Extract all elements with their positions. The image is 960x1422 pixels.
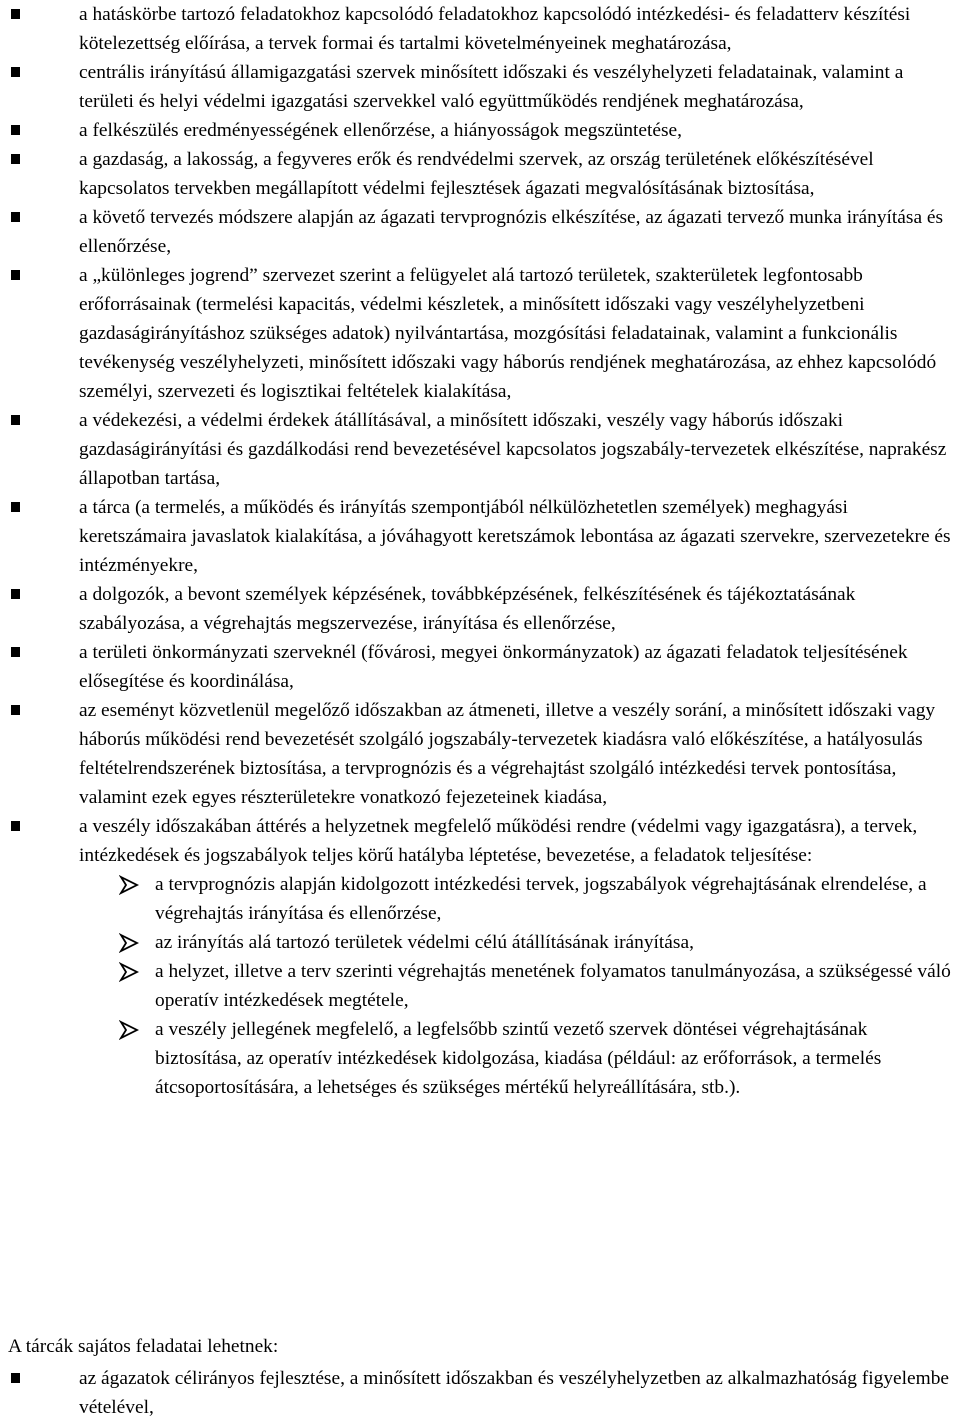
square-bullet-icon <box>11 821 20 831</box>
sub-list-item <box>79 957 958 1015</box>
square-bullet-icon <box>11 270 20 280</box>
list-item <box>0 493 960 580</box>
list-item-text: az ágazatok célirányos fejlesztése, a minősített időszakban és veszélyhelyzetben az alkalmazhatóság figyelembe vételével, <box>79 1368 950 1418</box>
list-item-text: a tárca (a termelés, a működés és irányítás szempontjából nélkülözhetetlen személyek) meghagyási keretszámaira javaslatok kialakítása, a jóváhagyott keretszámok lebontása az ágazati szervekre, szervezetekre és intézményekre, <box>79 497 951 576</box>
list-item <box>0 0 960 58</box>
square-bullet-icon <box>11 9 20 19</box>
list-item <box>0 1364 960 1422</box>
sub-list-item-text: az irányítás alá tartozó területek védelmi célú átállításának irányítása, <box>155 932 694 953</box>
square-bullet-icon <box>11 125 20 135</box>
list-item-text: az eseményt közvetlenül megelőző időszakban az átmeneti, illetve a veszély sorání, a minősített időszaki vagy háborús működési rend bevezetését szolgáló jogszabály-tervezetek kiadásra való előkészítése, a hatályosulás feltételrendszerének biztosítása, a tervprognózis és a végrehajtást szolgáló intézkedési tervek pontosítása, valamint ezek egyes részterületekre vonatkozó fejezeteinek kiadása, <box>79 700 936 808</box>
list-item-text: a veszély időszakában áttérés a helyzetnek megfelelő működési rendre (védelmi vagy igazgatásra), a tervek, intézkedések és jogszabályok teljes körű hatályba léptetése, bevezetése, a feladatok teljesítése: <box>79 816 918 866</box>
arrowhead-bullet-icon <box>119 1020 139 1040</box>
square-bullet-icon <box>11 705 20 715</box>
list-item-text: a „különleges jogrend” szervezet szerint a felügyelet alá tartozó területek, szakterületek legfontosabb erőforrásainak (termelési kapacitás, védelmi készletek, a minősített időszaki vagy veszélyhelyzetbeni gazdaságirányításhoz szükséges adatok) nyilvántartása, mozgósítási feladatainak, valamint a funkcionális tevékenység veszélyhelyzeti, minősített időszaki vagy háborús rendjének meghatározása, az ehhez kapcsolódó személyi, szervezeti és logisztikai feltételek kialakítása, <box>79 265 937 402</box>
list-item <box>0 812 960 1102</box>
square-bullet-icon <box>11 415 20 425</box>
list-item-text: a követő tervezés módszere alapján az ágazati tervprognózis elkészítése, az ágazati tervező munka irányítása és ellenőrzése, <box>79 207 944 257</box>
square-bullet-icon <box>11 154 20 164</box>
list-item-text: a területi önkormányzati szerveknél (fővárosi, megyei önkormányzatok) az ágazati feladatok teljesítésének elősegítése és koordinálása, <box>79 642 908 692</box>
arrowhead-bullet-icon <box>119 962 139 982</box>
section-heading: A tárcák sajátos feladatai lehetnek: <box>8 1336 279 1357</box>
list-item-text: a felkészülés eredményességének ellenőrzése, a hiányosságok megszüntetése, <box>79 120 683 141</box>
sector-task-list <box>0 1364 960 1422</box>
square-bullet-icon <box>11 67 20 77</box>
square-bullet-icon <box>11 1373 20 1383</box>
sub-list-item-text: a tervprognózis alapján kidolgozott intézkedési tervek, jogszabályok végrehajtásának elrendelése, a végrehajtás irányítása és ellenőrzése, <box>155 874 927 924</box>
list-item-text: a dolgozók, a bevont személyek képzésének, továbbképzésének, felkészítésének és tájékoztatásának szabályozása, a végrehajtás megszervezése, irányítása és ellenőrzése, <box>79 584 856 634</box>
list-item-text: a hatáskörbe tartozó feladatokhoz kapcsolódó feladatokhoz kapcsolódó intézkedési- és feladatterv készítési kötelezettség előírása, a tervek formai és tartalmi követelményeinek meghatározása, <box>79 4 911 54</box>
arrowhead-bullet-icon <box>119 933 139 953</box>
list-item <box>0 145 960 203</box>
list-item <box>0 116 960 145</box>
sub-list-item-text: a helyzet, illetve a terv szerinti végrehajtás menetének folyamatos tanulmányozása, a szükségessé váló operatív intézkedések megtétele, <box>155 961 951 1011</box>
list-item <box>0 58 960 116</box>
list-item <box>0 406 960 493</box>
list-item <box>0 696 960 812</box>
square-bullet-icon <box>11 212 20 222</box>
square-bullet-icon <box>11 502 20 512</box>
list-item <box>0 261 960 406</box>
arrowhead-bullet-icon <box>119 875 139 895</box>
sub-list-item <box>79 870 958 928</box>
list-item <box>0 580 960 638</box>
square-bullet-icon <box>11 589 20 599</box>
list-item-text: a gazdaság, a lakosság, a fegyveres erők és rendvédelmi szervek, az ország területének előkészítésével kapcsolatos tervekben megállapított védelmi fejlesztések ágazati megvalósításának biztosítása, <box>79 149 874 199</box>
sub-task-list <box>79 870 958 1102</box>
list-item <box>0 203 960 261</box>
sub-list-item <box>79 928 958 957</box>
list-item-text: centrális irányítású államigazgatási szervek minősített időszaki és veszélyhelyzeti feladatainak, valamint a területi és helyi védelmi igazgatási szervekkel való együttműködés rendjének meghatározása, <box>79 62 904 112</box>
list-item <box>0 638 960 696</box>
square-bullet-icon <box>11 647 20 657</box>
sub-list-item-text: a veszély jellegének megfelelő, a legfelsőbb szintű vezető szervek döntései végrehajtásának biztosítása, az operatív intézkedések kidolgozása, kiadása (például: az erőforrások, a termelés átcsoportosítására, a lehetséges és szükséges mértékű helyreállítására, stb.). <box>155 1019 882 1098</box>
list-item-text: a védekezési, a védelmi érdekek átállításával, a minősített időszaki, veszély vagy háborús időszaki gazdaságirányítási és gazdálkodási rend bevezetésével kapcsolatos jogszabály-tervezetek elkészítése, naprakész állapotban tartása, <box>79 410 947 489</box>
sub-list-item <box>79 1015 958 1102</box>
